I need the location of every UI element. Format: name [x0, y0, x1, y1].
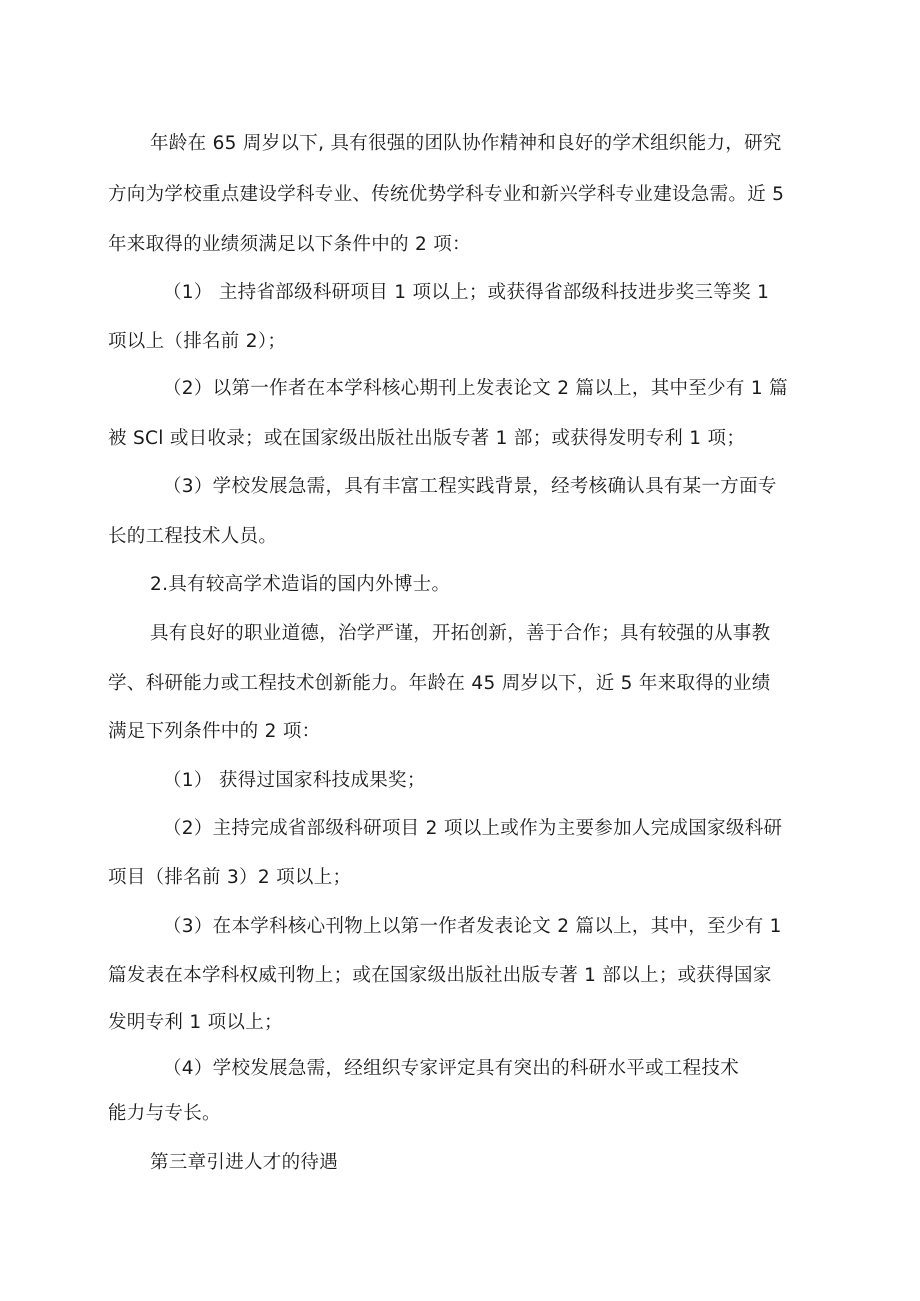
text-line: 学、科研能力或工程技术创新能力。年龄在 45 周岁以下，近 5 年来取得的业绩: [108, 673, 771, 694]
text-line: （2）以第一作者在本学科核心期刊上发表论文 2 篇以上，其中至少有 1 篇: [163, 378, 788, 399]
text-line: 满足下列条件中的 2 项：: [108, 721, 321, 742]
text-line: （3）学校发展急需，具有丰富工程实践背景，经考核确认具有某一方面专: [163, 476, 777, 497]
text-line: 被 SCl 或日收录；或在国家级出版社出版专著 1 部；或获得发明专利 1 项；: [108, 428, 746, 449]
text-line: 方向为学校重点建设学科专业、传统优势学科专业和新兴学科专业建设急需。近 5: [108, 184, 785, 205]
text-line: 能力与专长。: [108, 1103, 221, 1124]
text-line: 年来取得的业绩须满足以下条件中的 2 项：: [108, 234, 471, 255]
text-line: （4）学校发展急需，经组织专家评定具有突出的科研水平或工程技术: [163, 1058, 740, 1079]
text-line: 项目（排名前 3）2 项以上；: [108, 867, 352, 888]
text-line: 长的工程技术人员。: [108, 526, 278, 547]
text-line: 具有良好的职业道德，治学严谨，开拓创新，善于合作；具有较强的从事教: [150, 623, 771, 644]
chapter-heading: 第三章引进人才的待遇: [150, 1152, 339, 1173]
section-heading: 2.具有较高学术造诣的国内外博士。: [150, 574, 451, 595]
text-line: （3）在本学科核心刊物上以第一作者发表论文 2 篇以上，其中，至少有 1: [163, 916, 782, 937]
text-line: 项以上（排名前 2）；: [108, 331, 287, 352]
text-line: （1） 主持省部级科研项目 1 项以上；或获得省部级科技进步奖三等奖 1: [163, 282, 770, 303]
text-line: 篇发表在本学科权威刊物上；或在国家级出版社出版专著 1 部以上；或获得国家: [108, 965, 772, 986]
text-line: （2）主持完成省部级科研项目 2 项以上或作为主要参加人完成国家级科研: [163, 818, 783, 839]
text-line: （1） 获得过国家科技成果奖；: [163, 770, 426, 791]
text-line: 年龄在 65 周岁以下, 具有很强的团队协作精神和良好的学术组织能力，研究: [150, 133, 782, 154]
text-line: 发明专利 1 项以上；: [108, 1012, 283, 1033]
